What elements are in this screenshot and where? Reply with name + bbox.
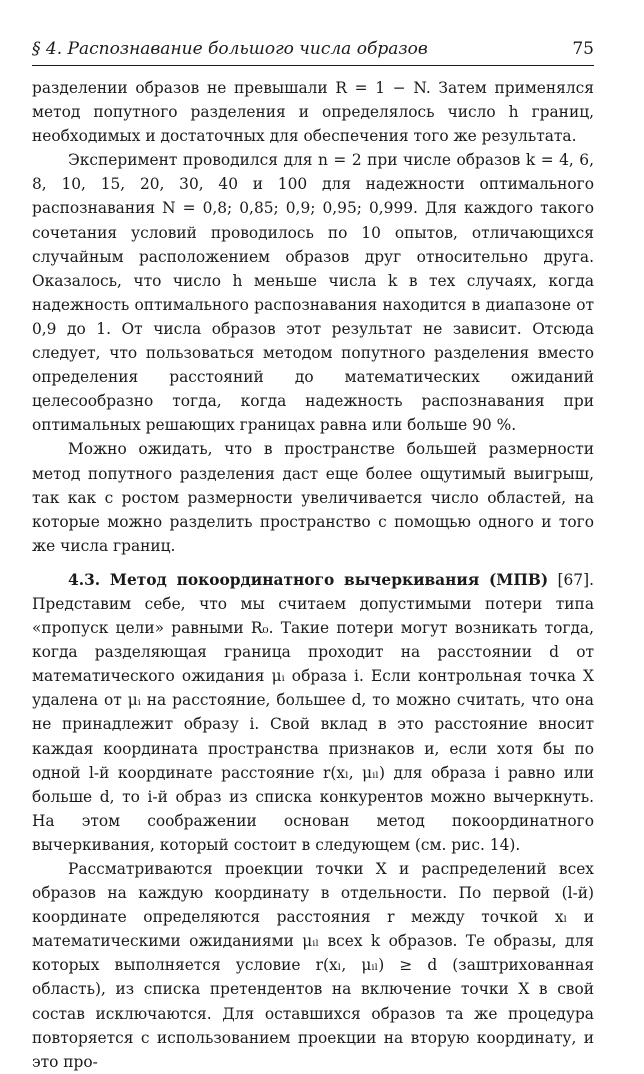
body-text <box>32 76 594 1074</box>
running-header-title: § 4. Распознавание большого числа образов <box>32 39 428 59</box>
section-body: [67]. Представим себе, что мы считаем допустимыми потери типа «пропуск цели» равными R₀. Такие потери могут возникать тогда, когда разделяющая граница проходит на расстоянии d от математического ожидания μᵢ образа i. Если контрольная точка X удалена от μᵢ на расстояние, большее d, то можно считать, что она не принадлежит образу i. Свой вклад в это расстояние вносит каждая координата пространства признаков и, если хотя бы по одной l-й координате расстояние r(xₗ, μᵢₗ) для образа i равно или больше d, то i-й образ из списка конкурентов можно вычеркнуть. На этом соображении основан метод покоординатного вычеркивания, который состоит в следующем (см. рис. 14). <box>32 570 594 854</box>
paragraph-experiment: Эксперимент проводился для n = 2 при числе образов k = 4, 6, 8, 10, 15, 20, 30, 40 и 100 для надежности оптимального распознавания N = 0,8; 0,85; 0,9; 0,95; 0,999. Для каждого такого сочетания условий проводилось по 10 опытов, отличающихся случайным расположением образов друг относительно друга. Оказалось, что число h меньше числа k в тех случаях, когда надежность оптимального распознавания находится в диапазоне от 0,9 до 1. От числа образов этот результат не зависит. Отсюда следует, что пользоваться методом попутного разделения вместо определения расстояний до математических ожиданий целесообразно тогда, когда надежность распознавания при оптимальных решающих границах равна или больше 90 %. <box>32 151 594 435</box>
section-heading: 4.3. Метод покоординатного вычеркивания (МПВ) <box>68 570 549 589</box>
page-number: 75 <box>572 39 594 59</box>
section-paragraph <box>32 568 594 857</box>
paragraph-projections: Рассматриваются проекции точки X и распределений всех образов на каждую координату в отдельности. По первой (l-й) координате определяются расстояния r между точкой xₗ и математическими ожиданиями μᵢₗ всех k образов. Те образы, для которых выполняется условие r(xₗ, μᵢₗ) ≥ d (заштрихованная область), из списка претендентов на включение точки X в свой состав исключаются. Для оставшихся образов та же процедура повторяется с использованием проекции на вторую координату, и это про- <box>32 860 594 1071</box>
paragraph-continuation: разделении образов не превышали R = 1 − N. Затем применялся метод попутного разделения и определялось число h границ, необходимых и достаточных для обеспечения того же результата. <box>32 79 594 146</box>
running-header <box>32 38 594 66</box>
paragraph-expectation: Можно ожидать, что в пространстве большей размерности метод попутного разделения даст еще более ощутимый выигрыш, так как с ростом размерности увеличивается число областей, на которые можно разделить пространство с помощью одного и того же числа границ. <box>32 440 594 555</box>
book-page <box>32 38 594 1074</box>
